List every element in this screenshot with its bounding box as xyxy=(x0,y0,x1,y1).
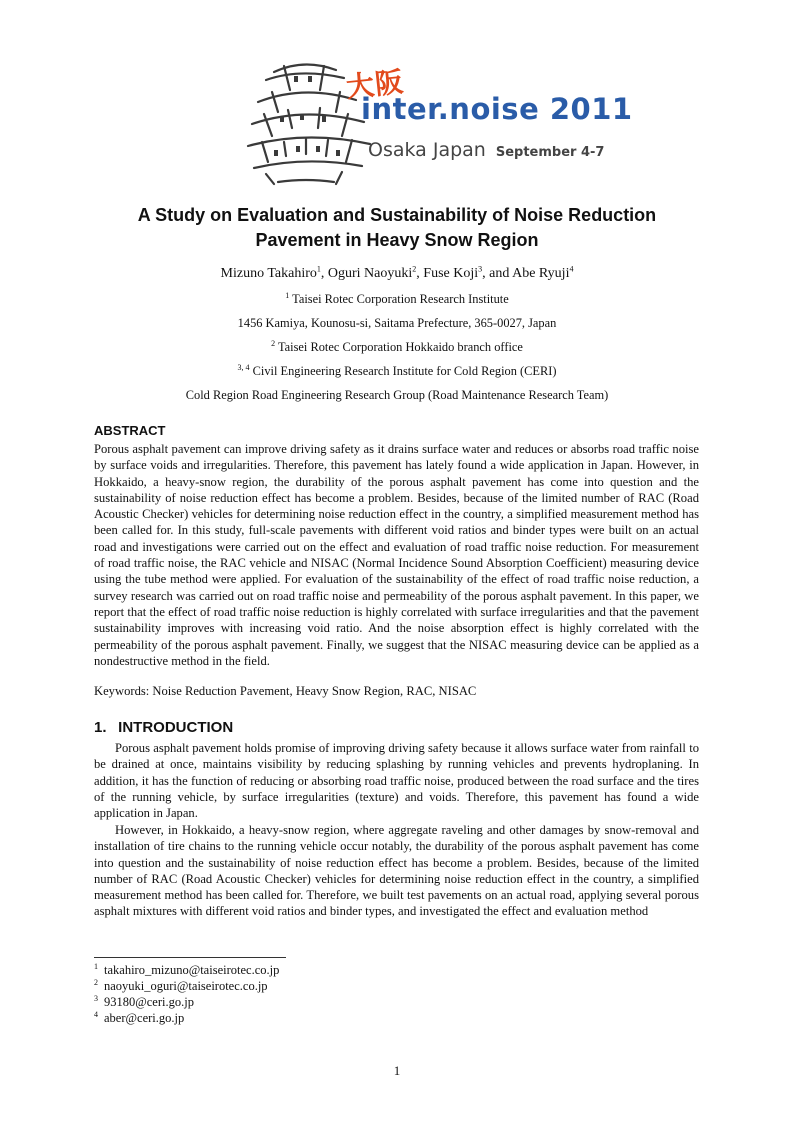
logo-city: Osaka Japan xyxy=(368,139,486,161)
affiliation-3 xyxy=(90,364,704,379)
footnote-email: naoyuki_oguri@taiseirotec.co.jp xyxy=(104,979,268,993)
footnote xyxy=(94,963,279,978)
footnote-mark: 3 xyxy=(94,993,98,1003)
affiliation-mark: 2 xyxy=(271,338,276,348)
keywords: Keywords: Noise Reduction Pavement, Heavy Snow Region, RAC, NISAC xyxy=(94,684,477,698)
author-mark: 2 xyxy=(412,264,417,274)
footnote-mark: 1 xyxy=(94,961,98,971)
abstract-heading: ABSTRACT xyxy=(94,423,166,438)
title-line-1: A Study on Evaluation and Sustainability of Noise Reduction xyxy=(137,205,657,225)
affiliation-address: 1456 Kamiya, Kounosu-si, Saitama Prefecture, 365-0027, Japan xyxy=(237,316,557,330)
conference-logo xyxy=(0,0,794,195)
page-number: 1 xyxy=(393,1063,401,1078)
logo-kanji: 大阪 xyxy=(344,65,406,104)
logo-venue xyxy=(368,139,604,161)
footnote-divider xyxy=(94,957,286,958)
footnote xyxy=(94,995,194,1010)
affiliation-name: Taisei Rotec Corporation Research Institute xyxy=(292,292,509,306)
intro-paragraph-1: Porous asphalt pavement holds promise of improving driving safety because it allows surface water from rainfall to be drained at once, maintains visibility by reducing splashing by running vehicles and prevents hydroplaning. In addition, it has the function of reducing or absorbing road traffic noise, produced between the road surface and the tires of the running vehicle, by surface irregularities (texture) and voids. Therefore, this pavement has found a wide application in Japan. xyxy=(94,741,699,821)
author-separator: , xyxy=(416,266,424,281)
affiliation-name: Civil Engineering Research Institute for Cold Region (CERI) xyxy=(252,364,557,378)
author-name: Oguri Naoyuki xyxy=(327,266,413,281)
paper-title xyxy=(90,203,704,253)
affiliation-1 xyxy=(90,292,704,307)
author-mark: 4 xyxy=(569,264,574,274)
logo-dates: September 4-7 xyxy=(495,145,605,160)
author-list xyxy=(90,266,704,282)
author-mark: 3 xyxy=(478,264,483,274)
footnote-email: 93180@ceri.go.jp xyxy=(104,995,194,1009)
affiliation-mark: 1 xyxy=(285,290,290,300)
footnote-email: aber@ceri.go.jp xyxy=(104,1011,185,1025)
author-separator: , and xyxy=(482,266,513,281)
footnote-mark: 2 xyxy=(94,977,98,987)
author-name: Mizuno Takahiro xyxy=(220,266,317,281)
author-name: Fuse Koji xyxy=(423,266,479,281)
footnote xyxy=(94,1011,184,1026)
affiliation-name: Taisei Rotec Corporation Hokkaido branch office xyxy=(277,340,523,354)
author-name: Abe Ryuji xyxy=(512,266,570,281)
title-line-2: Pavement in Heavy Snow Region xyxy=(255,230,539,250)
affiliation-group: Cold Region Road Engineering Research Group (Road Maintenance Research Team) xyxy=(185,388,609,402)
affiliation-mark: 3, 4 xyxy=(237,362,250,372)
footnote-mark: 4 xyxy=(94,1009,98,1019)
introduction-heading: 1. INTRODUCTION xyxy=(94,719,234,736)
intro-paragraph-2: However, in Hokkaido, a heavy-snow region, where aggregate raveling and other damages by snow-removal and installation of tire chains to the running vehicle occur notably, the durability of the porous asphalt pavement has come into question and the sustainability of noise reduction effect has become a problem. Besides, because of the limited number of RAC (Road Acoustic Checker) vehicles for determining noise reduction effect in the country, a simplified measurement method has been called for. Therefore, we built test pavements on an actual road, applying several porous asphalt mixtures with different void ratios and binder types, and investigated the effect and evaluation method xyxy=(94,823,699,919)
author-mark: 1 xyxy=(316,264,321,274)
footnote-email: takahiro_mizuno@taiseirotec.co.jp xyxy=(104,963,280,977)
affiliation-2 xyxy=(90,340,704,355)
abstract-body: Porous asphalt pavement can improve driving safety as it drains surface water and reduces or absorbs road traffic noise by surface voids and irregularities. Therefore, this pavement has lately found a wide application in Japan. However, in Hokkaido, a heavy-snow region, the durability of the porous asphalt pavement has come into question and the sustainability of noise reduction effect has become a problem. Besides, because of the limited number of RAC (Road Acoustic Checker) vehicles for determining noise reduction effect in the country, a simplified measurement method has been called for. In this study, full-scale pavements with different void ratios and binder types were built on an actual road and investigations were carried out on the effect and evaluation of road traffic noise reduction. For measurement of road traffic noise, the RAC vehicle and NISAC (Normal Incidence Sound Absorption Coefficient) measuring device using the tube method were applied. For evaluation of the sustainability of the effect of road traffic noise reduction, a survey research was carried out on road traffic noise and permeability of the porous asphalt pavement. In this paper, we report that the effect of road traffic noise reduction is highly correlated with surface irregularities and that the pavement sustainability improves with increasing void ratio. And the noise absorption effect is highly correlated with the permeability of the porous asphalt pavement. Finally, we suggest that the NISAC measuring device can be applied as a nondestructive method in the field. xyxy=(94,442,699,668)
footnote xyxy=(94,979,268,994)
logo-brand: inter.noise 2011 xyxy=(361,92,633,126)
author-separator: , xyxy=(320,266,328,281)
